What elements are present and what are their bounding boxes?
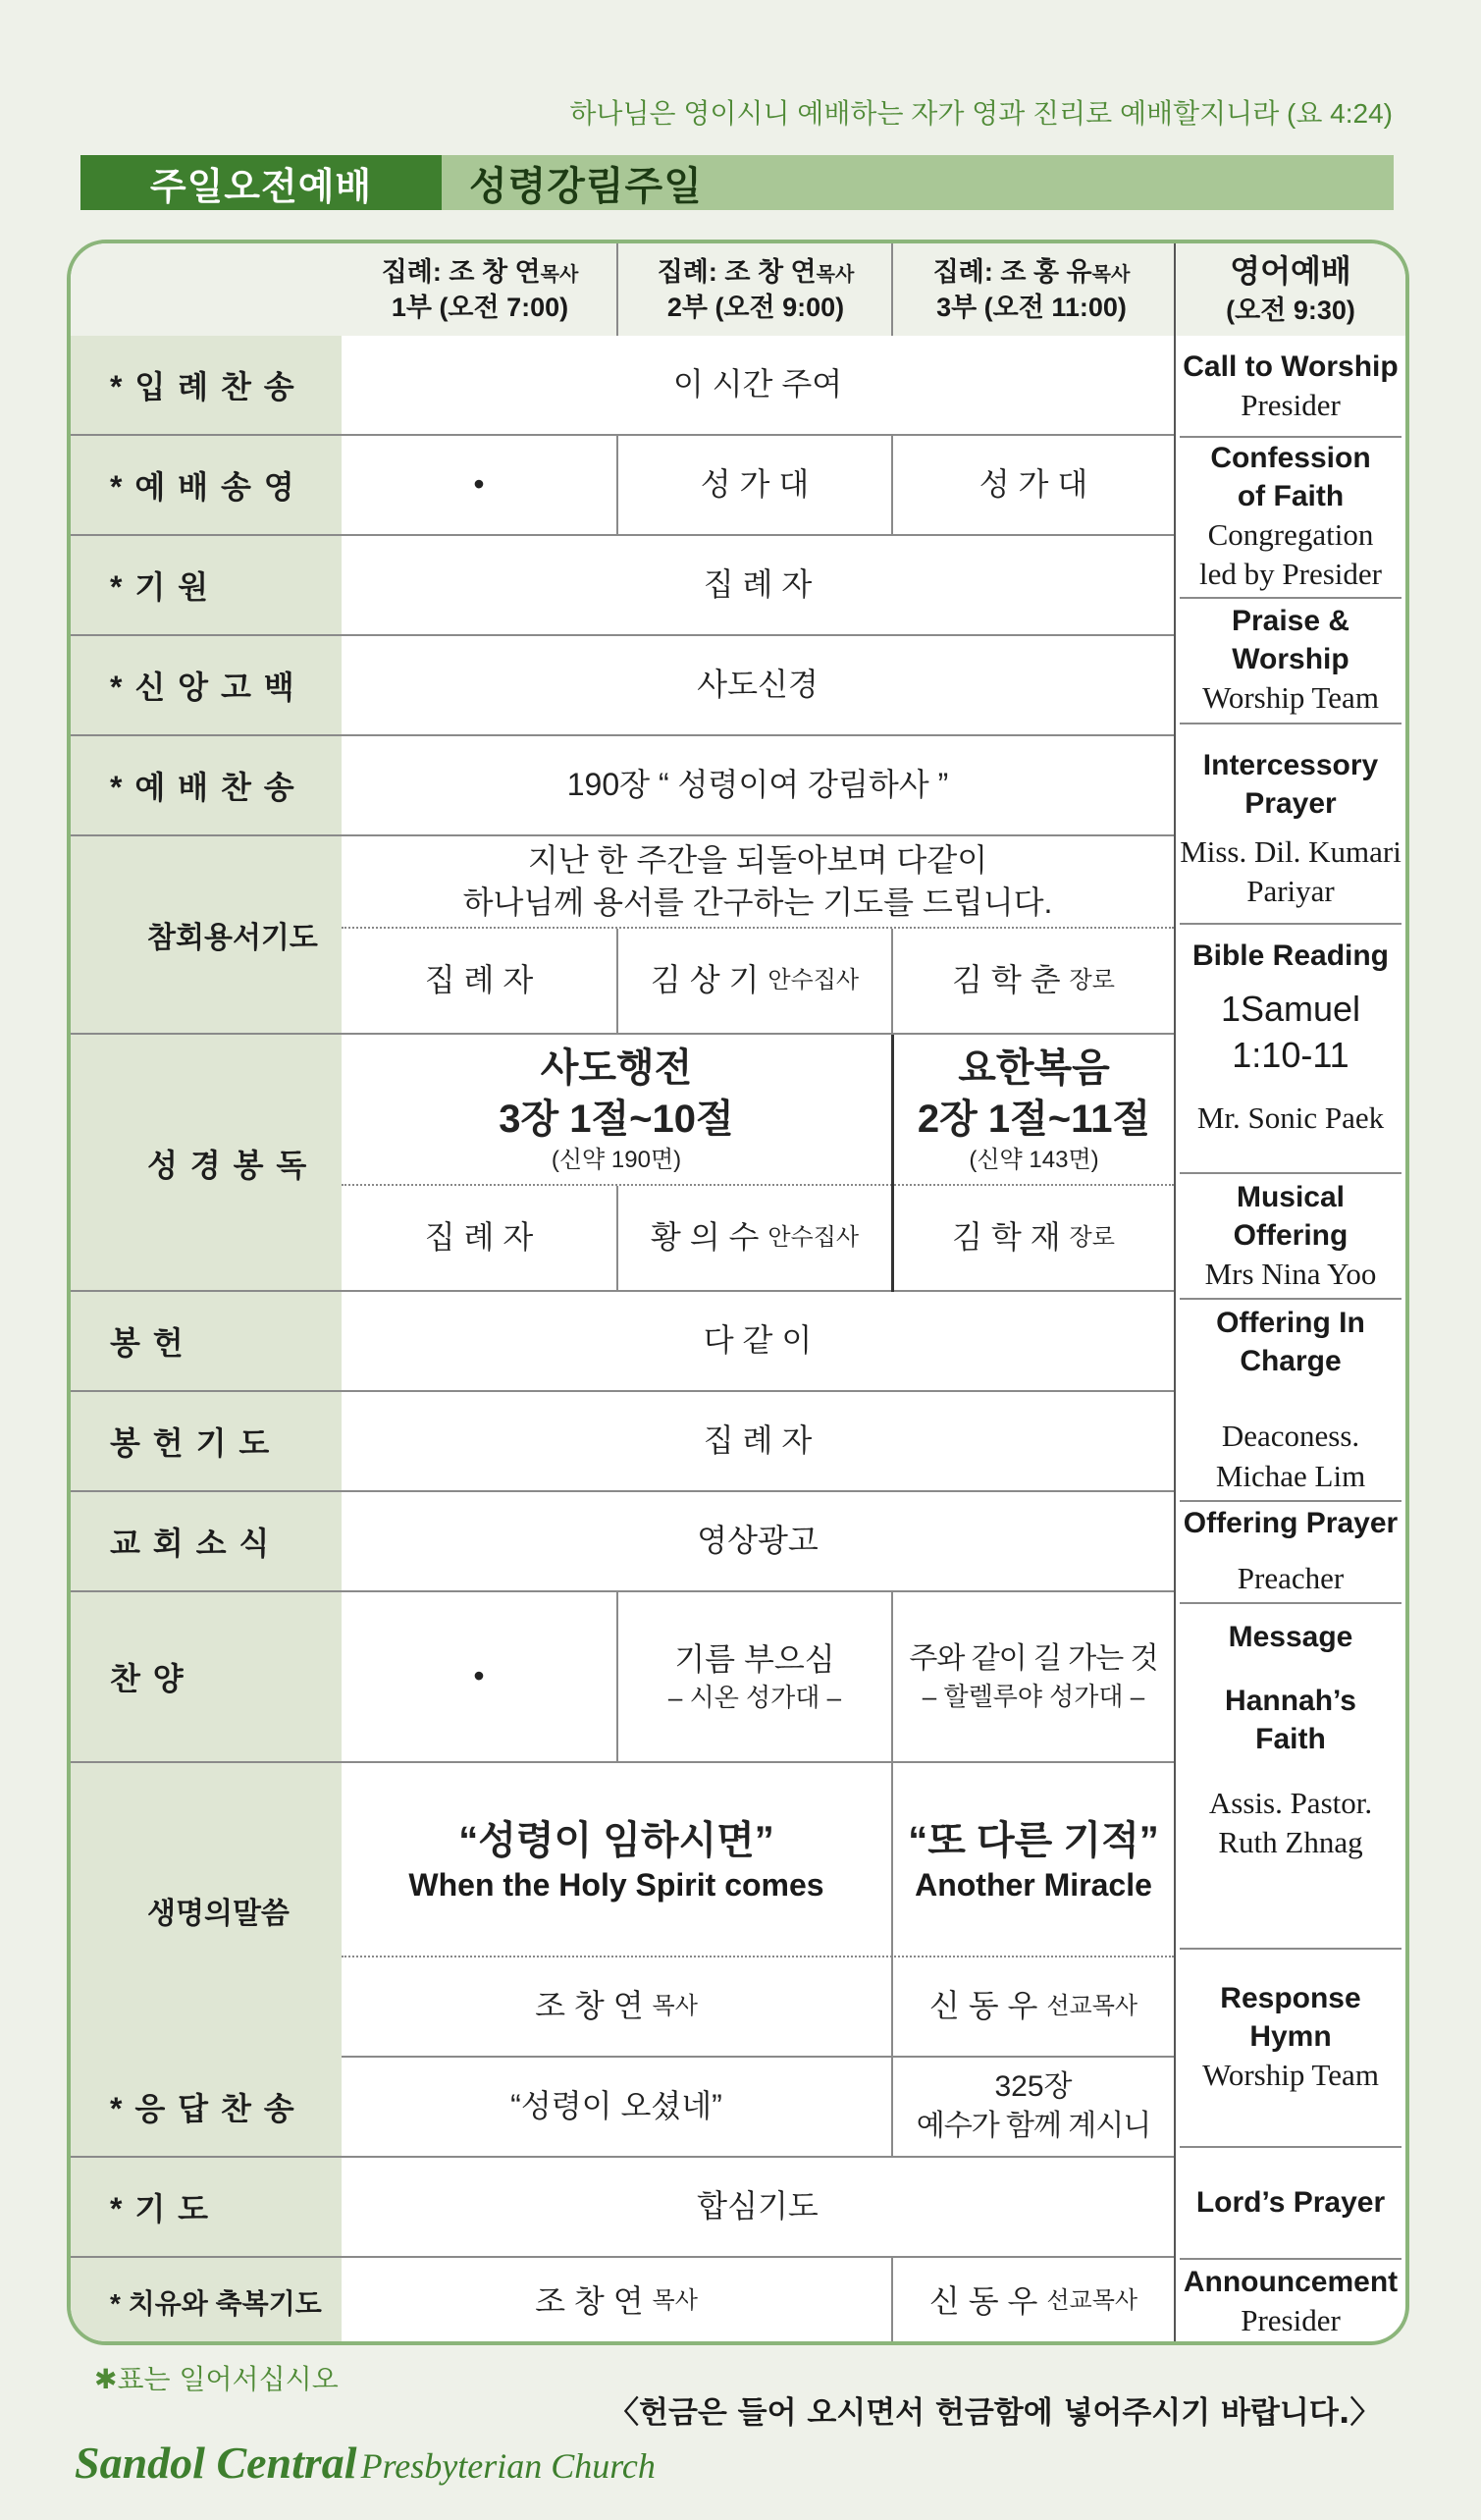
cell-offering-prayer: 집 례 자: [703, 1422, 813, 1459]
row-label-prayer: * 기 도: [110, 2191, 211, 2226]
divider: [1180, 1948, 1402, 1950]
church-name: Sandol Central Presbyterian Church: [75, 2438, 656, 2488]
row-label-doxology: * 예 배 송 영: [110, 469, 296, 505]
cell-doxology-2: 성 가 대: [700, 466, 810, 503]
divider: [1180, 1298, 1402, 1300]
offering-note: 〈헌금은 들어 오시면서 헌금함에 넣어주시기 바랍니다.〉: [608, 2395, 1381, 2431]
cell-scripture-a: 사도행전 3장 1절~10절 (신약 190면): [499, 1046, 734, 1173]
header-service-2: 집례: 조 창 연목사 2부 (오전 9:00): [657, 256, 855, 322]
cell-praise-2: 기름 부으심 – 시온 성가대 –: [667, 1640, 842, 1713]
cell-confession-leader-1: 집 례 자: [424, 962, 534, 998]
row-label-response-hymn: * 응 답 찬 송: [110, 2091, 296, 2126]
cell-praise-1: •: [473, 1658, 485, 1694]
row-label-offering-prayer: 봉 헌 기 도: [110, 1425, 272, 1461]
eng-bible-reading: Bible Reading 1Samuel 1:10-11 Mr. Sonic Paek: [1191, 939, 1390, 1135]
header-service-3: 집례: 조 홍 유목사 3부 (오전 11:00): [932, 256, 1131, 322]
row-label-creed: * 신 앙 고 백: [110, 670, 296, 705]
eng-intercessory-prayer: Intercessory Prayer Miss. Dil. Kumari Pariyar: [1180, 749, 1402, 909]
cell-doxology-1: •: [473, 466, 485, 503]
cell-opening-hymn: 이 시간 주여: [672, 366, 843, 402]
cell-sermon-a: “성령이 임하시면” When the Holy Spirit comes: [408, 1818, 824, 1903]
divider: [616, 243, 618, 336]
verse-text: 하나님은 영이시니 예배하는 자가 영과 진리로 예배할지니라 (요 4:24): [569, 98, 1393, 129]
cell-scripture-reader-1: 집 례 자: [424, 1219, 534, 1256]
cell-scripture-reader-3: 김 학 재 장로: [952, 1219, 1115, 1256]
cell-healing-prayer-a: 조 창 연 목사: [535, 2282, 698, 2319]
standing-note: ✱표는 일어서십시오: [94, 2363, 339, 2395]
eng-announcement: Announcement Presider: [1183, 2266, 1399, 2338]
cell-praise-3: 주와 같이 길 가는 것 – 할렐루야 성가대 –: [909, 1642, 1158, 1711]
row-label-opening-hymn: * 입 례 찬 송: [110, 369, 296, 404]
cell-sermon-b: “또 다른 기적” Another Miracle: [908, 1818, 1159, 1903]
eng-confession-of-faith: Confession of Faith Congregation led by Presider: [1199, 441, 1382, 591]
cell-invocation: 집 례 자: [703, 566, 813, 603]
eng-call-to-worship: Call to Worship Presider: [1183, 350, 1399, 423]
service-banner: 주일오전예배: [80, 155, 442, 210]
cell-offering: 다 같 이: [703, 1322, 813, 1359]
eng-musical-offering: Musical Offering Mrs Nina Yoo: [1204, 1181, 1377, 1291]
row-label-confession-prayer: 참회용서기도: [147, 922, 318, 954]
row-label-healing-prayer: * 치유와 축복기도: [110, 2287, 322, 2319]
cell-response-hymn-a: “성령이 오셨네”: [510, 2088, 722, 2124]
cell-prayer: 합심기도: [697, 2188, 819, 2225]
theme-banner: 성령강림주일: [442, 155, 1394, 210]
row-label-scripture: 성 경 봉 독: [147, 1148, 309, 1183]
cell-worship-hymn: 190장 “ 성령이여 강림하사 ”: [566, 767, 949, 803]
eng-message: Message Hannah’s Faith Assis. Pastor. Ruth Zhnag: [1208, 1621, 1373, 1860]
cell-doxology-3: 성 가 대: [979, 466, 1088, 503]
cell-creed: 사도신경: [697, 667, 819, 703]
divider: [1180, 1500, 1402, 1502]
cell-scripture-reader-2: 황 의 수 안수집사: [650, 1219, 860, 1256]
cell-scripture-b: 요한복음 2장 1절~11절 (신약 143면): [917, 1046, 1151, 1173]
eng-offering-prayer: Offering Prayer Preacher: [1183, 1507, 1399, 1595]
row-label-praise: 찬 양: [110, 1661, 185, 1696]
row-label-invocation: * 기 원: [110, 569, 211, 605]
cell-confession-text: 지난 한 주간을 되돌아보며 다같이 하나님께 용서를 간구하는 기도를 드립니다.: [462, 841, 1053, 920]
row-label-announcements: 교 회 소 식: [110, 1526, 272, 1561]
eng-response-hymn: Response Hymn Worship Team: [1202, 1982, 1379, 2092]
divider: [1180, 1602, 1402, 1604]
row-label-worship-hymn: * 예 배 찬 송: [110, 770, 296, 805]
eng-praise-worship: Praise & Worship Worship Team: [1202, 604, 1379, 715]
cell-sermon-preacher-a: 조 창 연 목사: [535, 1988, 698, 2024]
eng-offering-in-charge: Offering In Charge Deaconess. Michae Lim: [1215, 1307, 1366, 1493]
divider: [891, 243, 893, 336]
divider: [1180, 723, 1402, 724]
header-english-service: 영어예배 (오전 9:30): [1226, 253, 1355, 326]
eng-lords-prayer: Lord’s Prayer: [1195, 2185, 1386, 2219]
row-label-offering: 봉 헌: [110, 1325, 185, 1361]
cell-sermon-preacher-b: 신 동 우 선교목사: [928, 1988, 1138, 2024]
cell-confession-leader-2: 김 상 기 안수집사: [650, 962, 860, 998]
cell-healing-prayer-b: 신 동 우 선교목사: [928, 2282, 1138, 2319]
header-service-1: 집례: 조 창 연목사 1부 (오전 7:00): [381, 256, 579, 322]
cell-confession-leader-3: 김 학 춘 장로: [952, 962, 1115, 998]
order-of-worship-table: [67, 240, 1409, 2345]
divider: [1180, 1172, 1402, 1174]
cell-response-hymn-b: 325장 예수가 함께 계시니: [916, 2069, 1151, 2142]
row-label-sermon: 생명의말씀: [147, 1898, 290, 1930]
cell-announcements: 영상광고: [697, 1523, 819, 1559]
divider: [1180, 923, 1402, 925]
